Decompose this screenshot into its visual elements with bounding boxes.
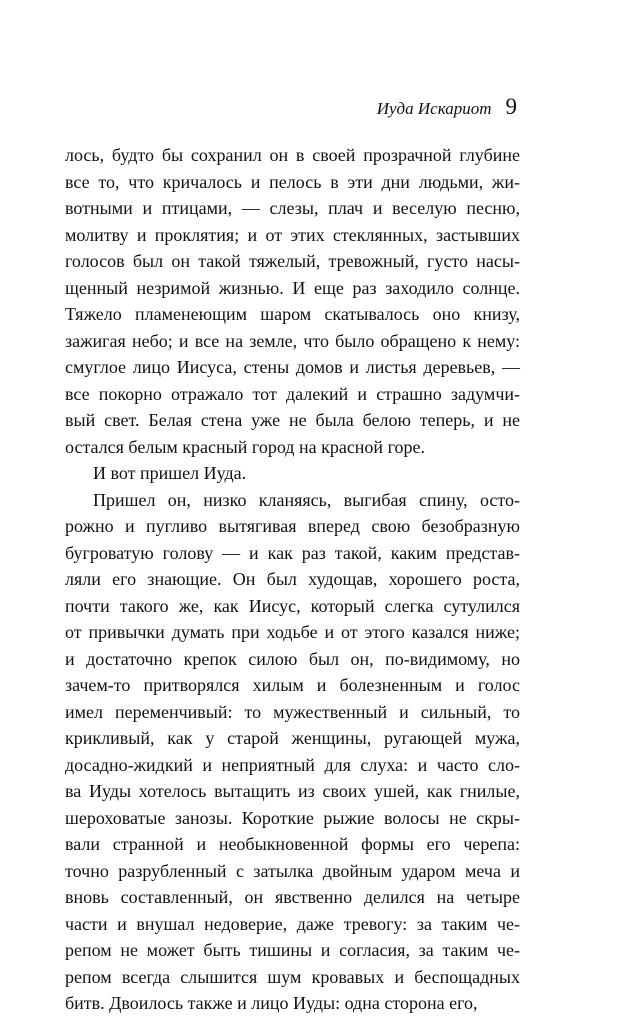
text-line: вали странной и необыкновенной формы его черепа: (65, 834, 520, 854)
text-line: молитву и проклятия; и от этих стеклянных, застывших (65, 224, 520, 245)
text-line: И вот пришел Иуда. (93, 463, 247, 483)
text-line: досадно-жидкий и неприятный для слуха: и часто сло- (65, 754, 520, 775)
body-text (65, 142, 520, 1017)
text-line: репом всегда слышится шум кровавых и беспощадных (65, 966, 520, 987)
text-line: вый свет. Белая стена уже не была белою теперь, и не (65, 410, 520, 430)
text-line: шероховатые занозы. Короткие рыжие волосы не скры- (65, 807, 520, 828)
text-line: ва Иуды хотелось вытащить из своих ушей, как гнилые, (65, 781, 520, 801)
text-line: зачем-то притворялся хилым и болезненным и голос (65, 675, 520, 695)
text-line: репом не может быть тишины и согласия, за таким че- (65, 940, 520, 960)
running-title: Иуда Искариот (376, 99, 492, 118)
text-line: Тяжело пламенеющим шаром скатывалось оно книзу, (65, 304, 520, 324)
text-line: все то, что кричалось и пелось в эти дни людьми, жи- (65, 171, 520, 192)
text-line: почти такого же, как Иисус, который слегка сутулился (65, 595, 520, 616)
text-line: бугроватую голову — и как раз такой, каким представ- (65, 542, 520, 563)
text-line: голосов был он такой тяжелый, тревожный, густо насы- (65, 251, 520, 271)
text-line: рожно и пугливо вытягивая вперед свою безобразную (65, 516, 520, 536)
text-line: битв. Двоилось также и лицо Иуды: одна сторона его, (65, 993, 478, 1013)
text-line: зажигая небо; и все на земле, что было обращено к нему: (65, 330, 520, 351)
page-number: 9 (505, 94, 517, 119)
running-header (377, 94, 517, 120)
text-line: части и внушал недоверие, даже тревогу: за таким че- (65, 913, 520, 934)
text-line: все покорно отражало тот далекий и страшно задумчи- (65, 383, 520, 404)
text-line: смуглое лицо Иисуса, стены домов и листья деревьев, — (65, 357, 520, 377)
text-line: остался белым красный город на красной горе. (65, 436, 425, 457)
text-line: вотными и птицами, — слезы, плач и веселую песню, (65, 198, 520, 218)
text-line: щенный незримой жизнью. И еще раз заходило солнце. (65, 277, 520, 298)
text-line: лось, будто бы сохранил он в своей прозрачной глубине (65, 145, 520, 165)
text-line: точно разрубленный с затылка двойным ударом меча и (65, 860, 520, 881)
text-line: крикливый, как у старой женщины, ругающей мужа, (65, 728, 520, 748)
text-line: ляли его знающие. Он был худощав, хорошего роста, (65, 569, 520, 589)
text-line: имел переменчивый: то мужественный и сильный, то (65, 701, 520, 722)
text-line: вновь составленный, он явственно делился на четыре (65, 887, 520, 907)
text-line: Пришел он, низко кланяясь, выгибая спину, осто- (93, 489, 520, 510)
text-line: и достаточно крепок силою был он, по-видимому, но (65, 648, 520, 669)
text-line: от привычки думать при ходьбе и от этого казался ниже; (65, 622, 520, 642)
